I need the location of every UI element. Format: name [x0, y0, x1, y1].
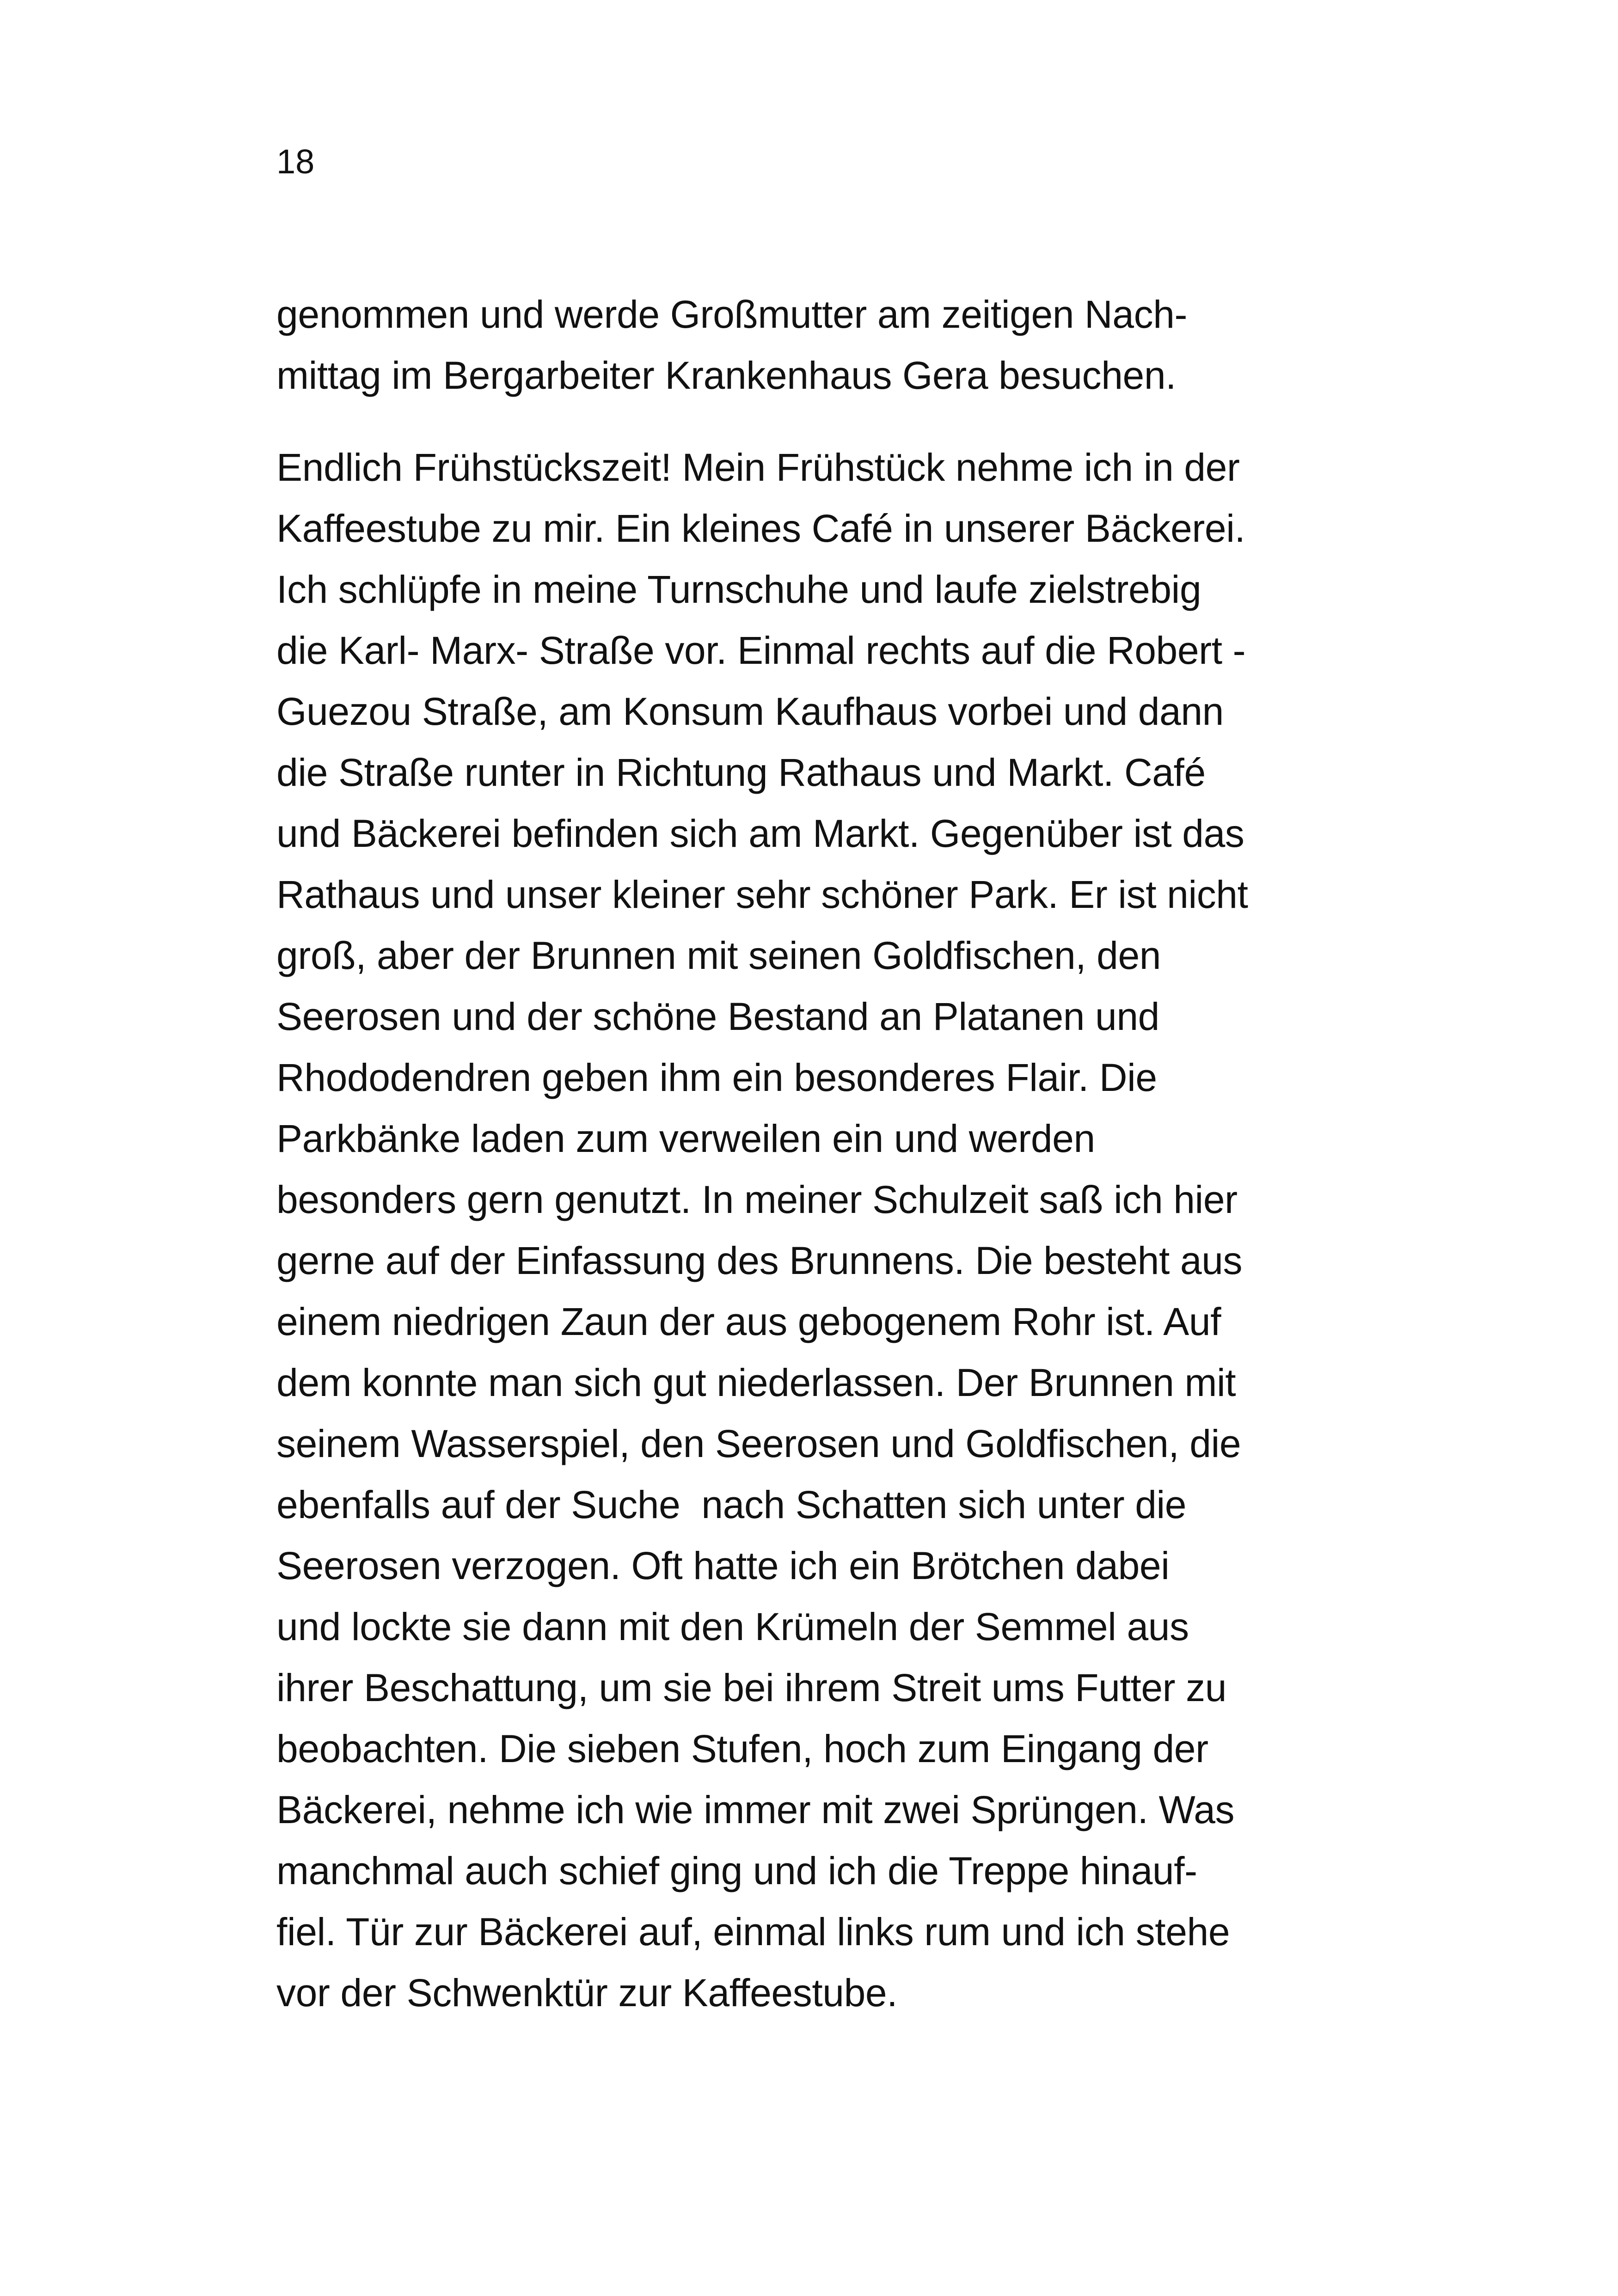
text-line: vor der Schwenktür zur Kaffeestube. [276, 1971, 898, 2014]
text-line: die Karl- Marx- Straße vor. Einmal rechts auf die Robert - [276, 629, 1246, 672]
text-line: Seerosen verzogen. Oft hatte ich ein Brötchen dabei [276, 1544, 1170, 1587]
text-line: genommen und werde Großmutter am zeitigen Nach- [276, 293, 1188, 336]
text-line: Rhododendren geben ihm ein besonderes Flair. Die [276, 1056, 1157, 1099]
text-line: einem niedrigen Zaun der aus gebogenem Rohr ist. Auf [276, 1300, 1221, 1343]
text-line: groß, aber der Brunnen mit seinen Goldfischen, den [276, 934, 1161, 977]
text-line: und lockte sie dann mit den Krümeln der Semmel aus [276, 1605, 1189, 1648]
text-line: besonders gern genutzt. In meiner Schulzeit saß ich hier [276, 1178, 1238, 1221]
text-line: beobachten. Die sieben Stufen, hoch zum Eingang der [276, 1727, 1208, 1770]
text-line: manchmal auch schief ging und ich die Treppe hinauf- [276, 1849, 1197, 1892]
text-line: und Bäckerei befinden sich am Markt. Gegenüber ist das [276, 812, 1244, 855]
paragraph-2 [276, 437, 1248, 2023]
text-line: Endlich Frühstückszeit! Mein Frühstück nehme ich in der [276, 446, 1240, 489]
text-line: gerne auf der Einfassung des Brunnens. Die besteht aus [276, 1239, 1243, 1282]
text-line: Guezou Straße, am Konsum Kaufhaus vorbei und dann [276, 690, 1224, 733]
text-line: Rathaus und unser kleiner sehr schöner Park. Er ist nicht [276, 873, 1248, 916]
text-line: Seerosen und der schöne Bestand an Platanen und [276, 995, 1160, 1038]
text-line: ebenfalls auf der Suche nach Schatten sich unter die [276, 1483, 1187, 1526]
text-line: seinem Wasserspiel, den Seerosen und Goldfischen, die [276, 1422, 1241, 1465]
text-line: mittag im Bergarbeiter Krankenhaus Gera besuchen. [276, 354, 1177, 397]
text-line: Kaffeestube zu mir. Ein kleines Café in unserer Bäckerei. [276, 507, 1245, 550]
page-number: 18 [276, 142, 315, 181]
text-line: die Straße runter in Richtung Rathaus und Markt. Café [276, 751, 1206, 794]
paragraph-1 [276, 284, 1187, 406]
text-line: fiel. Tür zur Bäckerei auf, einmal links rum und ich stehe [276, 1910, 1230, 1953]
text-line: ihrer Beschattung, um sie bei ihrem Streit ums Futter zu [276, 1666, 1227, 1709]
text-line: Bäckerei, nehme ich wie immer mit zwei Sprüngen. Was [276, 1788, 1235, 1831]
text-line: dem konnte man sich gut niederlassen. Der Brunnen mit [276, 1361, 1236, 1404]
text-line: Ich schlüpfe in meine Turnschuhe und laufe zielstrebig [276, 568, 1201, 611]
text-line: Parkbänke laden zum verweilen ein und werden [276, 1117, 1095, 1160]
